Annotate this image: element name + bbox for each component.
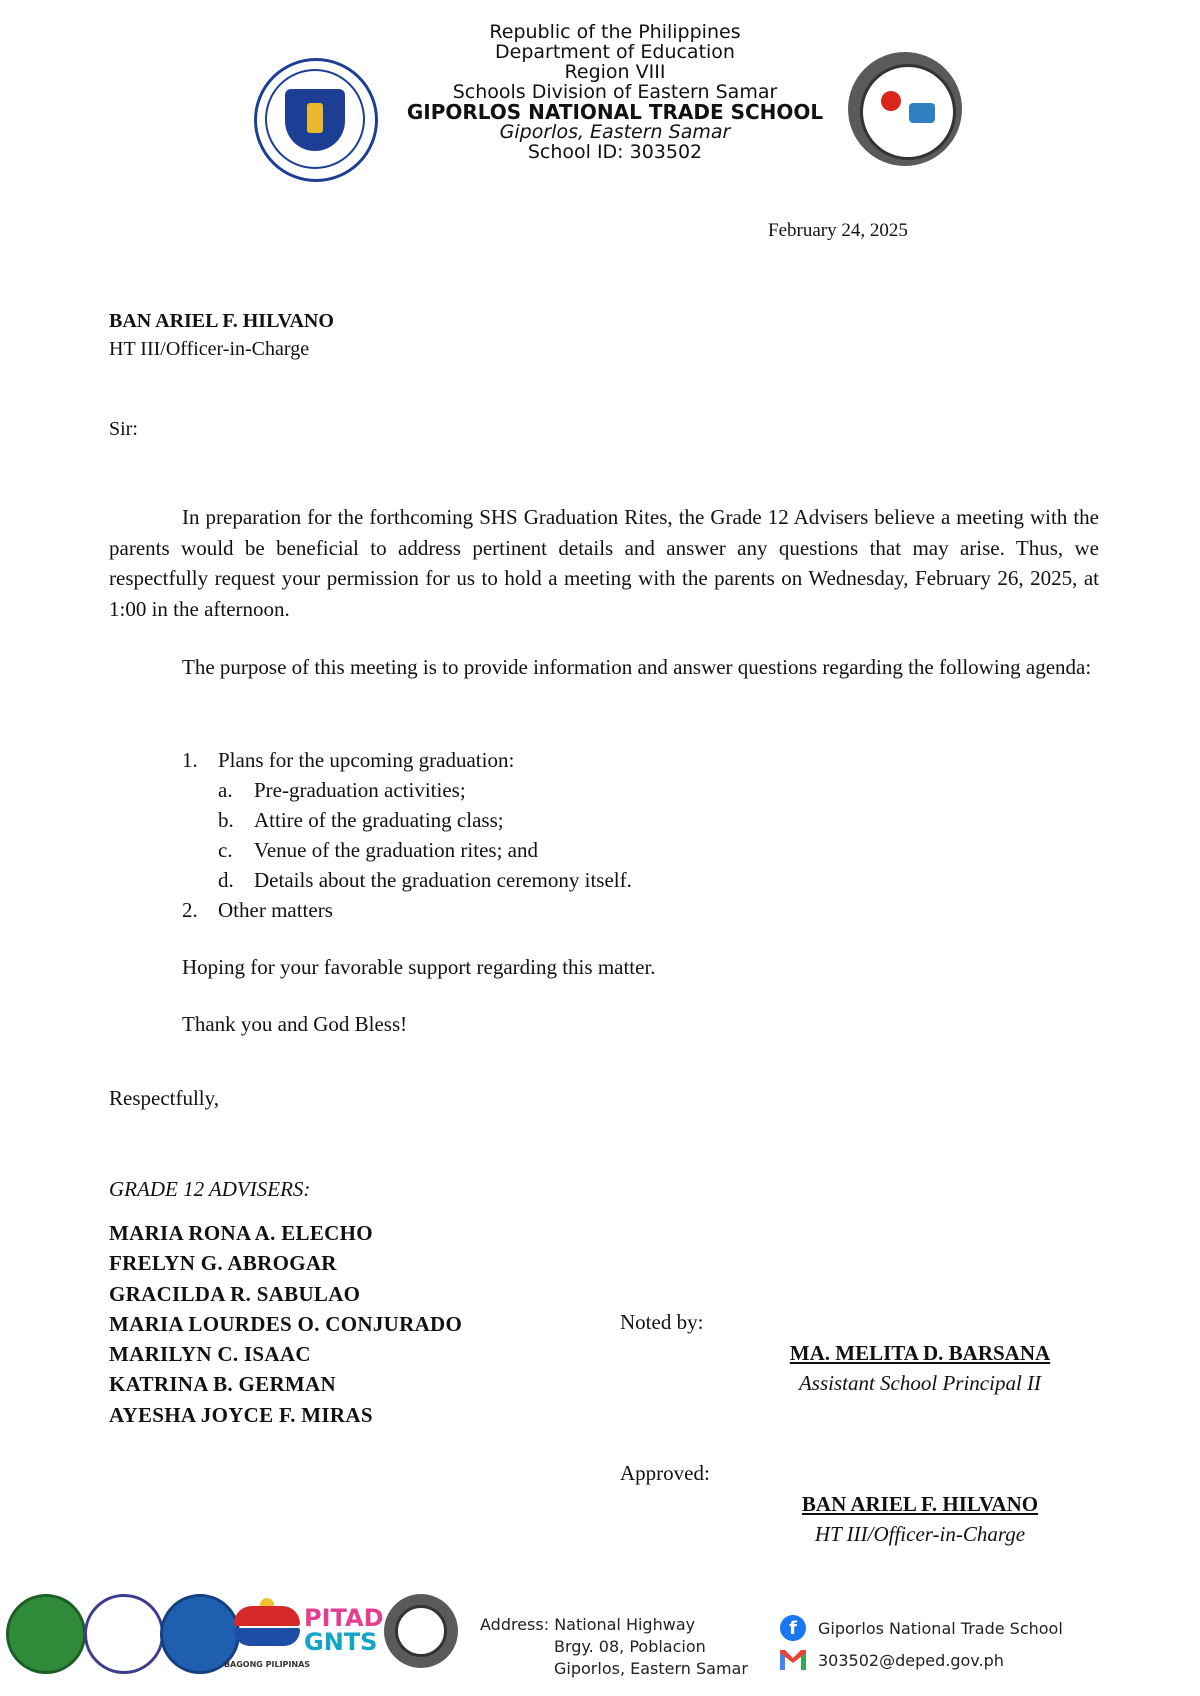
body-paragraph-2: The purpose of this meeting is to provide information and answer questions regarding the following agenda: — [182, 655, 1092, 679]
noted-by-label: Noted by: — [620, 1310, 704, 1334]
facebook-page-name[interactable]: Giporlos National Trade School — [818, 1618, 1063, 1638]
closing-line-1: Hoping for your favorable support regarding this matter. — [182, 955, 656, 979]
agenda-subitem — [182, 805, 632, 835]
agenda-letter: c. — [218, 838, 233, 862]
gnts-gear-logo-icon — [848, 52, 962, 166]
approved-signatory — [740, 1489, 1100, 1549]
email-address[interactable]: 303502@deped.gov.ph — [818, 1650, 1004, 1670]
noted-signatory-title: Assistant School Principal II — [798, 1371, 1042, 1395]
agenda-item — [182, 745, 632, 775]
letterhead-line1: Republic of the Philippines — [489, 21, 741, 43]
gnts-footer-logo-icon — [384, 1594, 458, 1668]
adviser-name: AYESHA JOYCE F. MIRAS — [109, 1402, 373, 1427]
agenda-subtext: Venue of the graduation rites; and — [254, 838, 538, 862]
noted-signatory-name: MA. MELITA D. BARSANA — [789, 1341, 1051, 1365]
approved-label: Approved: — [620, 1461, 710, 1485]
address-line-1: Address: National Highway — [480, 1615, 696, 1634]
agenda-letter: b. — [218, 808, 234, 832]
adviser-name: KATRINA B. GERMAN — [109, 1372, 336, 1397]
advisers-heading: GRADE 12 ADVISERS: — [109, 1177, 311, 1201]
bagong-pilipinas-logo-icon — [234, 1598, 300, 1658]
gnts-text: GNTS — [304, 1628, 378, 1656]
letterhead-town: Giporlos, Eastern Samar — [499, 121, 731, 143]
facebook-contact[interactable] — [780, 1612, 1063, 1644]
gmail-icon — [780, 1650, 806, 1670]
agenda-letter: a. — [218, 778, 233, 802]
agenda-subitem — [182, 835, 632, 865]
agenda-subitem — [182, 865, 632, 895]
agenda-subtext: Details about the graduation ceremony itself. — [254, 868, 632, 892]
agenda-list — [182, 745, 632, 925]
adviser-name: MARIA LOURDES O. CONJURADO — [109, 1311, 463, 1336]
letterhead-school: GIPORLOS NATIONAL TRADE SCHOOL — [406, 100, 824, 124]
agenda-text: Plans for the upcoming graduation: — [218, 748, 515, 772]
letterhead — [395, 22, 835, 162]
bagong-pilipinas-blue-band — [234, 1628, 300, 1646]
agenda-letter: d. — [218, 868, 234, 892]
agenda-number: 2. — [182, 898, 198, 922]
adviser-name: MARIA RONA A. ELECHO — [109, 1221, 373, 1245]
body-paragraph-1: In preparation for the forthcoming SHS Graduation Rites, the Grade 12 Advisers believe a meeting with the parents would be beneficial to address pertinent details and answer any questions that may arise. Thus, we respectfully request your permission for us to hold a meeting with the parents on Wednesday, February 26, 2025, at 1:00 in the afternoon. — [109, 505, 1099, 621]
deped-seal-icon — [254, 58, 378, 182]
address-line-3: Giporlos, Eastern Samar — [554, 1659, 748, 1678]
facebook-icon: f — [780, 1615, 806, 1641]
deped-seal-shield — [285, 89, 345, 151]
letterhead-school-id: School ID: 303502 — [527, 141, 703, 163]
bagong-pilipinas-label: BAGONG PILIPINAS — [223, 1660, 311, 1669]
agenda-text: Other matters — [218, 898, 333, 922]
addressee-name: BAN ARIEL F. HILVANO — [109, 310, 334, 332]
letterhead-line3: Region VIII — [564, 61, 666, 83]
letter-date: February 24, 2025 — [768, 220, 908, 241]
address-line-2: Brgy. 08, Poblacion — [554, 1637, 706, 1656]
salutation: Sir: — [109, 418, 138, 440]
footer-address — [480, 1614, 748, 1680]
agenda-item — [182, 895, 632, 925]
division-seal-icon — [6, 1594, 86, 1674]
agenda-number: 1. — [182, 748, 198, 772]
district-seal-icon — [84, 1594, 164, 1674]
pitad-gnts-logo — [304, 1606, 384, 1654]
noted-signatory — [740, 1338, 1100, 1398]
adviser-name: GRACILDA R. SABULAO — [109, 1281, 361, 1306]
letterhead-line4: Schools Division of Eastern Samar — [452, 81, 778, 103]
agenda-subtext: Attire of the graduating class; — [254, 808, 504, 832]
pitad-text: PITAD — [304, 1604, 384, 1632]
addressee — [109, 307, 334, 363]
approved-signatory-title: HT III/Officer-in-Charge — [814, 1522, 1026, 1546]
footer-contact — [780, 1612, 1063, 1676]
advisers-list — [109, 1218, 462, 1430]
letterhead-line2: Department of Education — [495, 41, 735, 63]
approved-signatory-name: BAN ARIEL F. HILVANO — [801, 1492, 1039, 1516]
agenda-subitem — [182, 775, 632, 805]
adviser-name: MARILYN C. ISAAC — [109, 1342, 311, 1367]
bagong-pilipinas-red-band — [234, 1606, 300, 1626]
email-contact[interactable] — [780, 1644, 1063, 1676]
adviser-name: FRELYN G. ABROGAR — [109, 1251, 337, 1276]
addressee-title: HT III/Officer-in-Charge — [109, 338, 310, 360]
closing-line-2: Thank you and God Bless! — [182, 1012, 408, 1036]
gnts-logo-inner — [860, 64, 956, 160]
agenda-subtext: Pre-graduation activities; — [254, 778, 466, 802]
respectfully: Respectfully, — [109, 1086, 220, 1110]
